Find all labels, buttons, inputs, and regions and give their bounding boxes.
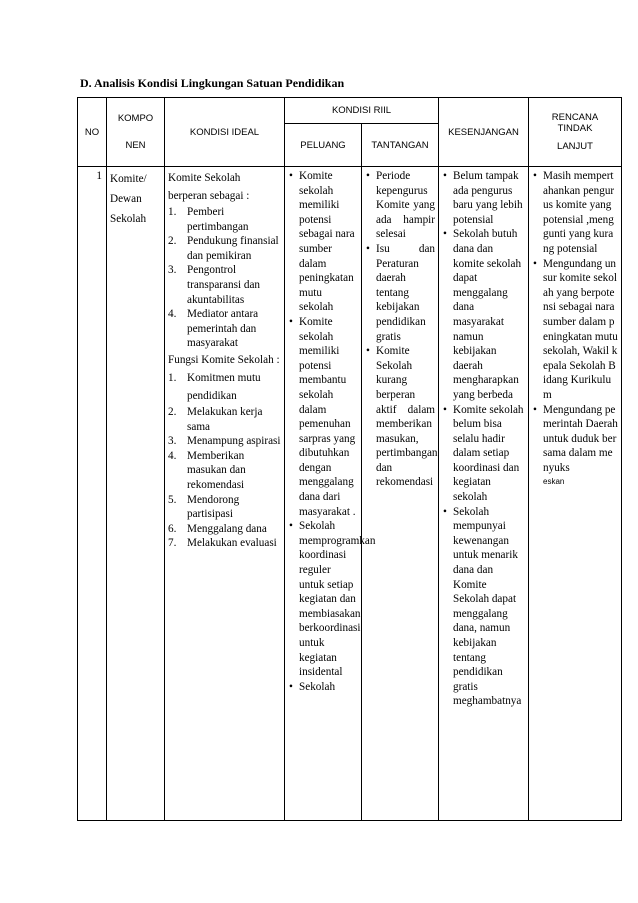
tantangan-list [365,169,438,490]
rencana-tail: eskan [543,477,565,487]
list-item: • Belum tampak ada pengurus baru yang lebih potensial [442,169,525,227]
list-item: • Sekolah butuh dana dan komite sekolah dapat menggalang dana masyarakat namun kebijakan daerah mengharapkan yang berbeda [442,227,525,402]
section-title: D. Analisis Kondisi Lingkungan Satuan Pendidikan [80,76,345,90]
list-item: 3. Pengontrol transparansi dan akuntabilitas [168,264,261,306]
list-item: • Sekolah [288,680,358,695]
kesenjangan-list [442,169,525,709]
list-item: 2. Pendukung finansial dan pemikiran [168,235,279,262]
list-item: • Sekolah memprogramkan koordinasi reguler untuk setiap kegiatan dan membiasakan berkoordinasi untuk kegiatan insidental [288,519,358,680]
header-rencana: RENCANA TINDAK LANJUT [529,98,622,167]
header-tantangan: TANTANGAN [362,124,439,167]
rencana-list [532,169,618,475]
cell-kesenjangan [439,167,529,821]
list-item: • Mengundang unsur komite sekolah yang berpotensi sebagai nara sumber dalam peningkatan mutu sekolah, Wakil kepala Sekolah Bidang Kurikulum [532,257,618,403]
fungsi-label: Fungsi Komite Sekolah : [168,353,280,366]
cell-rencana [529,167,622,821]
header-komponen: KOMPO NEN [107,98,165,167]
list-item: 7. Melakukan evaluasi [168,537,277,550]
list-item: 1. Pemberi pertimbangan [168,206,249,233]
list-item: • Mengundang pemerintah Daerah untuk duduk bersama dalam menyuks [532,403,618,476]
list-item: • Sekolah mempunyai kewenangan untuk menarik dana dan Komite Sekolah dapat menggalang dana, namun kebijakan tentang pendidikan gratis meghambatnya [442,505,525,709]
cell-peluang [285,167,376,821]
cell-kondisi-ideal [165,167,285,821]
list-item: 2. Melakukan kerja sama [168,405,263,433]
header-kondisi-riil: KONDISI RIIL [285,98,439,124]
list-item: • Periode kepengurus Komite yang ada hampir selesai [365,169,435,242]
header-kondisi-ideal: KONDISI IDEAL [165,98,285,167]
list-item: • Masih mempertahankan pengurus komite yang potensial ,menggunti yang kurang potensial [532,169,618,257]
list-item: • Komite sekolah memiliki potensi sebagai nara sumber dalam peningkatan mutu sekolah [288,169,358,315]
peluang-list [288,169,376,694]
fungsi-list [168,369,281,551]
header-peluang: PELUANG [285,124,362,167]
header-kesenjangan: KESENJANGAN [439,98,529,167]
list-item: 1. Komitmen mutu pendidikan [168,371,261,402]
list-item: 3. Menampung aspirasi [168,435,281,448]
list-item: • Komite sekolah belum bisa selalu hadir dalam setiap koordinasi dan kegiatan sekolah [442,403,525,505]
header-no: NO [78,98,107,167]
cell-no: 1 [78,167,107,821]
list-item: • Komite Sekolah kurang berperan aktif dalam memberikan masukan, pertimbangan dan rekomendasi [365,344,435,490]
analysis-table [77,97,622,821]
list-item: 4. Memberikan masukan dan rekomendasi [168,449,246,491]
cell-tantangan [362,167,439,821]
list-item: 4. Mediator antara pemerintah dan masyarakat [168,308,259,350]
cell-komponen: Komite/ Dewan Sekolah [107,167,165,821]
list-item: • Komite sekolah memiliki potensi membantu sekolah dalam pemenuhan sarpras yang dibutuhkan dengan menggalang dana dari masyarakat . [288,315,358,519]
list-item: 6. Menggalang dana [168,522,267,535]
peran-list [168,205,281,351]
ideal-intro: Komite Sekolah berperan sebagai : [168,172,250,202]
list-item: 5. Mendorong partisipasi [168,493,240,521]
list-item: • Isu dan Peraturan daerah tentang kebijakan pendidikan gratis [365,242,435,344]
